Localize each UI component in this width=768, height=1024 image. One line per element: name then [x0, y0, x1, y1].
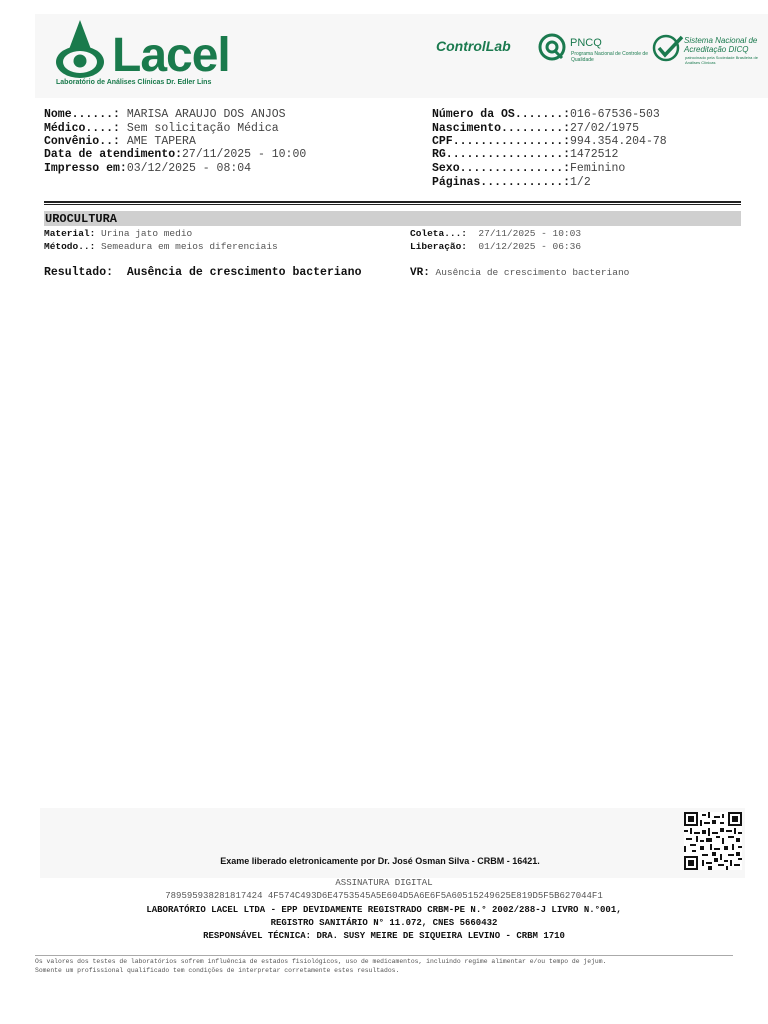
insurance: AME TAPERA [126, 135, 196, 148]
lacel-logo-icon [50, 18, 110, 80]
printed-date: 03/12/2025 - 08:04 [126, 162, 252, 175]
cpf-row [432, 135, 667, 149]
technical-responsible: RESPONSÁVEL TÉCNICA: DRA. SUSY MEIRE DE SIQUEIRA LEVINO - CRBM 1710 [203, 931, 565, 941]
disclaimer-divider [35, 955, 733, 956]
collection-label: Coleta...: [410, 228, 468, 239]
doctor: Sem solicitação Médica [126, 122, 279, 135]
dicq-logo-icon [651, 33, 685, 63]
footer-band [40, 808, 745, 878]
release-row [410, 240, 581, 253]
insurance-label: Convênio..: [44, 135, 120, 148]
dicq-title: Sistema Nacional de Acreditação DICQ [684, 36, 758, 54]
divider [44, 201, 741, 203]
method: Semeadura em meios diferenciais [101, 241, 278, 252]
patient-name-row [44, 108, 286, 122]
birth-row [432, 122, 639, 136]
attendance-date: 27/11/2025 - 10:00 [182, 148, 307, 161]
printed-label: Impresso em: [44, 162, 127, 175]
lab-registration: LABORATÓRIO LACEL LTDA - EPP DEVIDAMENTE REGISTRADO CRBM-PE N.° 2002/288-J LIVRO N.°001, [146, 905, 622, 915]
birth-date: 27/02/1975 [570, 122, 640, 135]
doctor-label: Médico....: [44, 122, 120, 135]
disclaimer [35, 957, 606, 975]
patient-name: MARISA ARAUJO DOS ANJOS [126, 108, 286, 121]
digital-signature: 789595938281817424 4F574C493D6E4753545A5E604D5A6E6F5A60515249625E819D5F5B627044F1 [165, 891, 603, 901]
controllab-logo: ControlLab [436, 38, 511, 54]
qr-code-icon[interactable] [684, 812, 742, 870]
lab-subtitle: Laboratório de Análises Clínicas Dr. Edler Lins [56, 79, 212, 86]
pncq-subtitle: Programa Nacional de Controle de Qualidade [571, 51, 648, 63]
release-date: 01/12/2025 - 06:36 [478, 241, 582, 252]
reference-row [410, 267, 629, 279]
pages-label: Páginas............: [432, 176, 571, 189]
sex-label: Sexo...............: [432, 162, 571, 175]
result-row [44, 266, 361, 279]
rg: 1472512 [570, 148, 619, 161]
pncq-logo-icon [537, 32, 567, 62]
reference-label: VR: [410, 267, 430, 279]
release-label: Liberação: [410, 241, 468, 252]
material: Urina jato medio [101, 228, 193, 239]
digital-signature-label: ASSINATURA DIGITAL [335, 878, 433, 888]
lab-name: Lacel [112, 29, 230, 82]
os-number: 016-67536-503 [570, 108, 660, 121]
result-label: Resultado: [44, 266, 114, 279]
pncq-title: PNCQ [570, 37, 602, 49]
exam-title-bar [44, 211, 741, 226]
sex-row [432, 162, 625, 176]
cpf: 994.354.204-78 [570, 135, 667, 148]
os-label: Número da OS.......: [432, 108, 571, 121]
printed-row [44, 162, 251, 176]
pages: 1/2 [570, 176, 591, 189]
release-statement: Exame liberado eletronicamente por Dr. José Osman Silva - CRBM - 16421. [220, 856, 540, 866]
sex: Feminino [570, 162, 626, 175]
material-label: Material: [44, 228, 96, 239]
cpf-label: CPF................: [432, 135, 571, 148]
exam-title: UROCULTURA [45, 212, 118, 226]
divider [44, 204, 741, 205]
attendance-row [44, 148, 306, 162]
reference-value: Ausência de crescimento bacteriano [435, 267, 630, 278]
dicq-subtitle: patrocinado pela Sociedade Brasileira de Análises Clínicas [685, 55, 758, 65]
result-value: Ausência de crescimento bacteriano [126, 266, 362, 279]
os-row [432, 108, 660, 122]
sanitary-registration: REGISTRO SANITÁRIO N° 11.072, CNES 5660432 [270, 918, 498, 928]
attendance-label: Data de atendimento: [44, 148, 183, 161]
rg-label: RG.................: [432, 148, 571, 161]
patient-name-label: Nome......: [44, 108, 120, 121]
material-row [44, 227, 192, 240]
disclaimer-line-2: Somente um profissional qualificado tem condições de interpretar corretamente estes resultados. [35, 967, 400, 974]
disclaimer-line-1: Os valores dos testes de laboratórios sofrem influência de estados fisiológicos, uso de medicamentos, incluindo regime alimentar e/ou tempo de jejum. [35, 958, 607, 965]
rg-row [432, 148, 618, 162]
birth-label: Nascimento.........: [432, 122, 571, 135]
insurance-row [44, 135, 196, 149]
collection-row [410, 227, 581, 240]
method-label: Método..: [44, 241, 96, 252]
collection-date: 27/11/2025 - 10:03 [478, 228, 582, 239]
pages-row [432, 176, 591, 190]
doctor-row [44, 122, 279, 136]
method-row [44, 240, 278, 253]
